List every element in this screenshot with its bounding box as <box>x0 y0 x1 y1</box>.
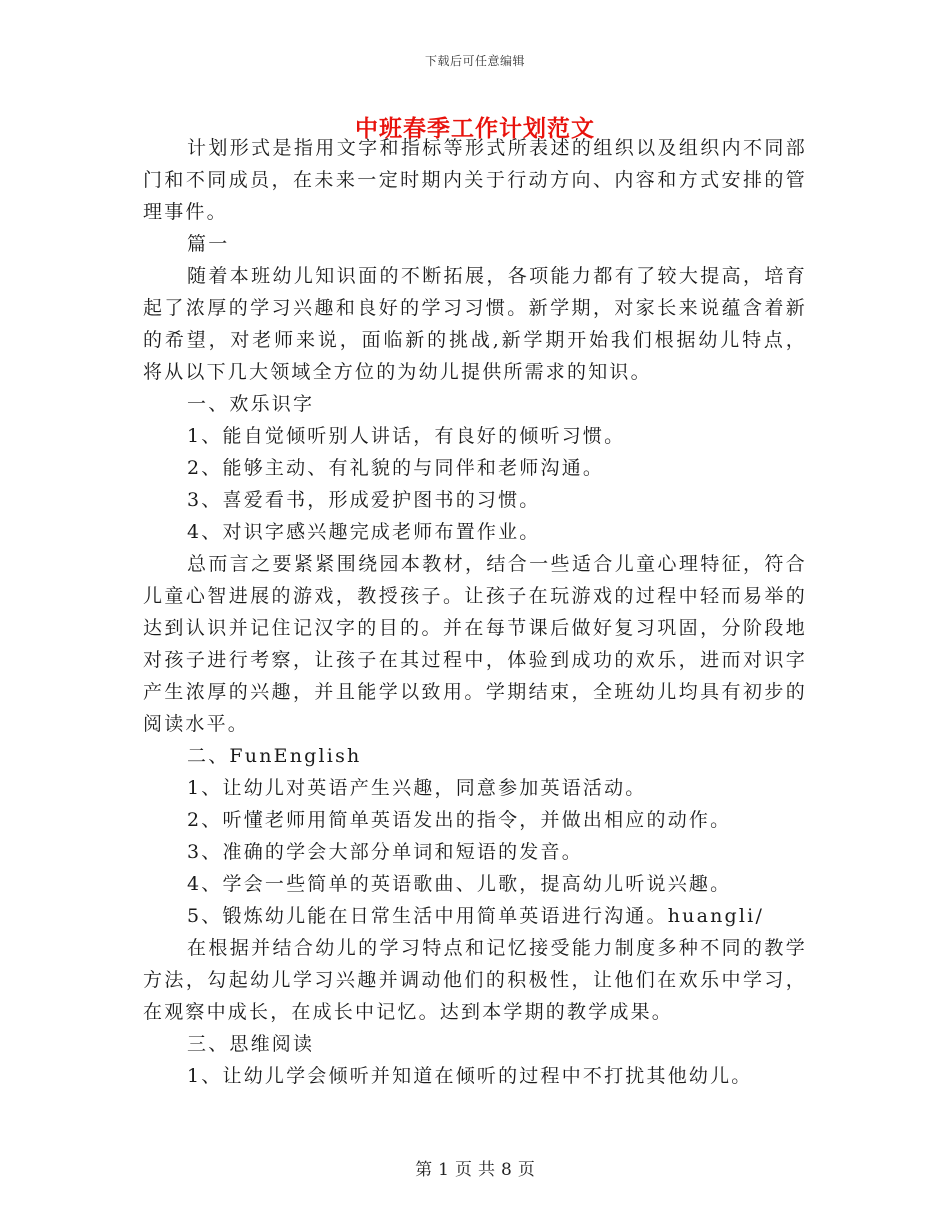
section-heading-literacy: 一、欢乐识字 <box>187 393 315 415</box>
footer-total-unit: 页 <box>517 1160 535 1180</box>
footer-page-number: 1 <box>438 1160 449 1180</box>
section-heading-reading: 三、思维阅读 <box>187 1033 315 1055</box>
section-heading-part1: 篇一 <box>187 233 230 255</box>
header-note: 下载后可任意编辑 <box>424 54 525 68</box>
section-heading-english: 二、FunEnglish <box>187 745 362 767</box>
list-item: 3、喜爱看书，形成爱护图书的习惯。 <box>187 489 541 511</box>
list-item: 1、能自觉倾听别人讲话，有良好的倾听习惯。 <box>187 425 626 447</box>
list-item: 1、让幼儿学会倾听并知道在倾听的过程中不打扰其他幼儿。 <box>187 1065 753 1087</box>
footer-page-unit: 页 <box>455 1160 472 1180</box>
paragraph-overview: 随着本班幼儿知识面的不断拓展，各项能力都有了较大提高，培育起了浓厚的学习兴趣和良好的学习习惯。新学期，对家长来说蕴含着新的希望，对老师来说，面临新的挑战,新学期开始我们根据幼儿特点，将从以下几大领域全方位的为幼儿提供所需求的知识。 <box>143 265 807 383</box>
list-item: 1、让幼儿对英语产生兴趣，同意参加英语活动。 <box>187 777 647 799</box>
footer-total-number: 8 <box>501 1160 512 1180</box>
list-item: 4、学会一些简单的英语歌曲、儿歌，提高幼儿听说兴趣。 <box>187 873 732 895</box>
list-item: 5、锻炼幼儿能在日常生活中用简单英语进行沟通。huangli/ <box>187 905 765 927</box>
list-item: 2、能够主动、有礼貌的与同伴和老师沟通。 <box>187 457 605 479</box>
footer-page-word: 第 <box>415 1160 433 1180</box>
document-title: 中班春季工作计划范文 <box>355 115 595 142</box>
paragraph-english-summary: 在根据并结合幼儿的学习特点和记忆接受能力制度多种不同的教学方法，勾起幼儿学习兴趣并调动他们的积极性，让他们在欢乐中学习，在观察中成长，在成长中记忆。达到本学期的教学成果。 <box>143 937 807 1023</box>
page-footer <box>0 1155 950 1180</box>
list-item: 2、听懂老师用简单英语发出的指令，并做出相应的动作。 <box>187 809 732 831</box>
paragraph-intro: 计划形式是指用文字和指标等形式所表述的组织以及组织内不同部门和不同成员，在未来一定时期内关于行动方向、内容和方式安排的管理事件。 <box>143 137 807 223</box>
list-item: 4、对识字感兴趣完成老师布置作业。 <box>187 521 541 543</box>
list-item: 3、准确的学会大部分单词和短语的发音。 <box>187 841 583 863</box>
footer-total-word: 共 <box>478 1160 495 1180</box>
document-body <box>143 132 807 1092</box>
paragraph-literacy-summary: 总而言之要紧紧围绕园本教材，结合一些适合儿童心理特征，符合儿童心智进展的游戏，教授孩子。让孩子在玩游戏的过程中轻而易举的达到认识并记住记汉字的目的。并在每节课后做好复习巩固，分阶段地对孩子进行考察，让孩子在其过程中，体验到成功的欢乐，进而对识字产生浓厚的兴趣，并且能学以致用。学期结束，全班幼儿均具有初步的阅读水平。 <box>143 553 807 735</box>
